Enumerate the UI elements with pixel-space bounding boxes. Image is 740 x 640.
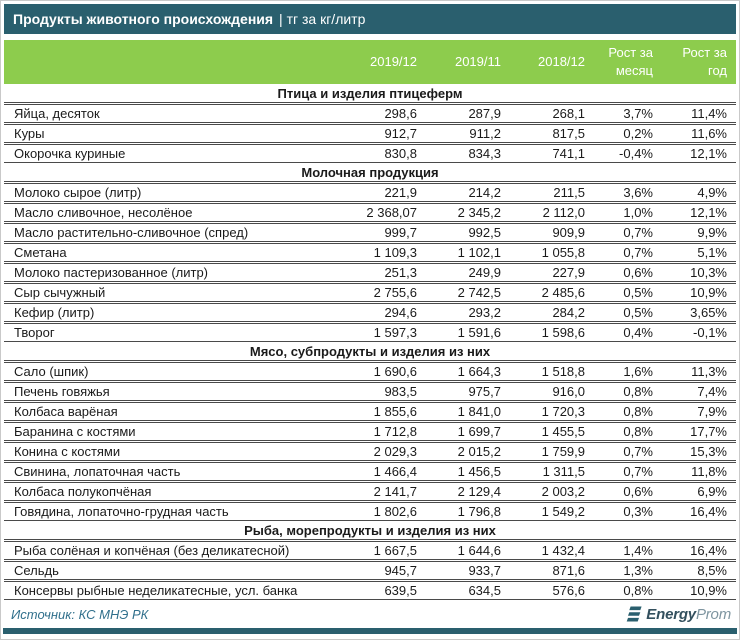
value-cell: 11,3% [662, 362, 736, 381]
value-cell: 830,8 [348, 144, 426, 163]
value-cell: 2 003,2 [510, 482, 594, 501]
value-cell: 2 015,2 [426, 442, 510, 461]
product-name-cell: Печень говяжья [4, 382, 348, 401]
table-row [4, 541, 736, 560]
value-cell: 12,1% [662, 144, 736, 163]
value-cell: 287,9 [426, 104, 510, 123]
value-cell: 916,0 [510, 382, 594, 401]
table-row [4, 482, 736, 501]
value-cell: 0,3% [594, 502, 662, 521]
value-cell: 2 755,6 [348, 283, 426, 302]
value-cell: 2 368,07 [348, 203, 426, 222]
value-cell: 1,4% [594, 541, 662, 560]
energyprom-logo [626, 606, 733, 623]
value-cell: 7,9% [662, 402, 736, 421]
product-name-cell: Баранина с костями [4, 422, 348, 441]
value-cell: 11,8% [662, 462, 736, 481]
table-row [4, 561, 736, 580]
value-cell: 0,2% [594, 124, 662, 143]
value-cell: 1 597,3 [348, 323, 426, 342]
value-cell: 945,7 [348, 561, 426, 580]
column-header-month-growth: Рост за месяц [594, 40, 662, 84]
value-cell: 1 712,8 [348, 422, 426, 441]
price-table [4, 39, 736, 601]
value-cell: 12,1% [662, 203, 736, 222]
value-cell: 211,5 [510, 183, 594, 202]
value-cell: 1 549,2 [510, 502, 594, 521]
column-header-row [4, 40, 736, 84]
product-name-cell: Колбаса варёная [4, 402, 348, 421]
value-cell: 3,7% [594, 104, 662, 123]
value-cell: 1,3% [594, 561, 662, 580]
value-cell: 1 699,7 [426, 422, 510, 441]
title-bar [4, 4, 736, 34]
value-cell: 912,7 [348, 124, 426, 143]
section-header-row [4, 343, 736, 361]
product-name-cell: Творог [4, 323, 348, 342]
source-note: Источник: КС МНЭ РК [11, 606, 149, 622]
value-cell: 5,1% [662, 243, 736, 262]
product-name-cell: Молоко пастеризованное (литр) [4, 263, 348, 282]
value-cell: 10,3% [662, 263, 736, 282]
page-title-unit: | тг за кг/литр [279, 11, 366, 27]
value-cell: 9,9% [662, 223, 736, 242]
value-cell: 1 855,6 [348, 402, 426, 421]
product-name-cell: Молоко сырое (литр) [4, 183, 348, 202]
value-cell: 909,9 [510, 223, 594, 242]
value-cell: 293,2 [426, 303, 510, 322]
table-body [4, 85, 736, 600]
value-cell: 298,6 [348, 104, 426, 123]
product-name-cell: Масло растительно-сливочное (спред) [4, 223, 348, 242]
section-title: Мясо, субпродукты и изделия из них [4, 343, 736, 361]
value-cell: -0,1% [662, 323, 736, 342]
value-cell: 15,3% [662, 442, 736, 461]
table-row [4, 422, 736, 441]
logo-text-energy: Energy [646, 605, 696, 623]
table-row [4, 581, 736, 600]
value-cell: 1 667,5 [348, 541, 426, 560]
product-name-cell: Рыба солёная и копчёная (без деликатесной) [4, 541, 348, 560]
value-cell: 0,5% [594, 303, 662, 322]
value-cell: 1 591,6 [426, 323, 510, 342]
product-name-cell: Сельдь [4, 561, 348, 580]
value-cell: 1 518,8 [510, 362, 594, 381]
value-cell: 1 720,3 [510, 402, 594, 421]
value-cell: 1 432,4 [510, 541, 594, 560]
value-cell: 1,0% [594, 203, 662, 222]
value-cell: 11,4% [662, 104, 736, 123]
value-cell: 2 029,3 [348, 442, 426, 461]
table-row [4, 104, 736, 123]
table-row [4, 502, 736, 521]
table-row [4, 263, 736, 282]
value-cell: 8,5% [662, 561, 736, 580]
table-row [4, 203, 736, 222]
value-cell: 6,9% [662, 482, 736, 501]
section-header-row [4, 85, 736, 103]
product-name-cell: Консервы рыбные неделикатесные, усл. банка [4, 581, 348, 600]
value-cell: 17,7% [662, 422, 736, 441]
value-cell: 0,6% [594, 263, 662, 282]
value-cell: 933,7 [426, 561, 510, 580]
value-cell: 0,7% [594, 223, 662, 242]
value-cell: 2 129,4 [426, 482, 510, 501]
value-cell: 834,3 [426, 144, 510, 163]
value-cell: 0,8% [594, 382, 662, 401]
value-cell: 1 311,5 [510, 462, 594, 481]
value-cell: 2 485,6 [510, 283, 594, 302]
value-cell: 983,5 [348, 382, 426, 401]
table-row [4, 462, 736, 481]
value-cell: 0,4% [594, 323, 662, 342]
column-header-2019-12: 2019/12 [348, 40, 426, 84]
section-title: Птица и изделия птицеферм [4, 85, 736, 103]
table-row [4, 362, 736, 381]
product-name-cell: Сыр сычужный [4, 283, 348, 302]
column-header-year-growth: Рост за год [662, 40, 736, 84]
value-cell: 0,7% [594, 442, 662, 461]
product-name-cell: Кефир (литр) [4, 303, 348, 322]
value-cell: 1 841,0 [426, 402, 510, 421]
value-cell: 1 644,6 [426, 541, 510, 560]
energyprom-icon [626, 606, 642, 623]
value-cell: 3,6% [594, 183, 662, 202]
value-cell: 2 141,7 [348, 482, 426, 501]
value-cell: 251,3 [348, 263, 426, 282]
value-cell: 10,9% [662, 283, 736, 302]
logo-text-prom: Prom [695, 605, 731, 623]
value-cell: 741,1 [510, 144, 594, 163]
value-cell: 1 796,8 [426, 502, 510, 521]
value-cell: -0,4% [594, 144, 662, 163]
value-cell: 4,9% [662, 183, 736, 202]
value-cell: 11,6% [662, 124, 736, 143]
product-name-cell: Окорочка куриные [4, 144, 348, 163]
value-cell: 7,4% [662, 382, 736, 401]
table-row [4, 402, 736, 421]
value-cell: 227,9 [510, 263, 594, 282]
table-row [4, 323, 736, 342]
section-header-row [4, 164, 736, 182]
product-name-cell: Куры [4, 124, 348, 143]
table-row [4, 442, 736, 461]
table-row [4, 283, 736, 302]
value-cell: 214,2 [426, 183, 510, 202]
value-cell: 10,9% [662, 581, 736, 600]
value-cell: 1 102,1 [426, 243, 510, 262]
value-cell: 0,8% [594, 581, 662, 600]
value-cell: 871,6 [510, 561, 594, 580]
value-cell: 999,7 [348, 223, 426, 242]
value-cell: 2 345,2 [426, 203, 510, 222]
bottom-bar [3, 628, 737, 634]
value-cell: 2 742,5 [426, 283, 510, 302]
value-cell: 1 690,6 [348, 362, 426, 381]
value-cell: 1 466,4 [348, 462, 426, 481]
value-cell: 2 112,0 [510, 203, 594, 222]
value-cell: 1 456,5 [426, 462, 510, 481]
value-cell: 0,5% [594, 283, 662, 302]
value-cell: 1 455,5 [510, 422, 594, 441]
value-cell: 1 759,9 [510, 442, 594, 461]
value-cell: 0,7% [594, 462, 662, 481]
value-cell: 249,9 [426, 263, 510, 282]
value-cell: 576,6 [510, 581, 594, 600]
column-header-product [4, 40, 348, 84]
product-name-cell: Масло сливочное, несолёное [4, 203, 348, 222]
section-title: Молочная продукция [4, 164, 736, 182]
product-name-cell: Говядина, лопаточно-грудная часть [4, 502, 348, 521]
value-cell: 1 598,6 [510, 323, 594, 342]
section-title: Рыба, морепродукты и изделия из них [4, 522, 736, 540]
value-cell: 16,4% [662, 541, 736, 560]
value-cell: 221,9 [348, 183, 426, 202]
product-name-cell: Конина с костями [4, 442, 348, 461]
value-cell: 992,5 [426, 223, 510, 242]
value-cell: 0,8% [594, 402, 662, 421]
value-cell: 639,5 [348, 581, 426, 600]
value-cell: 284,2 [510, 303, 594, 322]
value-cell: 16,4% [662, 502, 736, 521]
product-name-cell: Свинина, лопаточная часть [4, 462, 348, 481]
column-header-2019-11: 2019/11 [426, 40, 510, 84]
value-cell: 268,1 [510, 104, 594, 123]
table-row [4, 223, 736, 242]
table-row [4, 243, 736, 262]
page-title: Продукты животного происхождения [13, 11, 274, 27]
value-cell: 0,8% [594, 422, 662, 441]
value-cell: 975,7 [426, 382, 510, 401]
value-cell: 1 109,3 [348, 243, 426, 262]
table-row [4, 183, 736, 202]
product-name-cell: Сметана [4, 243, 348, 262]
footer [7, 602, 733, 626]
product-name-cell: Яйца, десяток [4, 104, 348, 123]
value-cell: 294,6 [348, 303, 426, 322]
value-cell: 634,5 [426, 581, 510, 600]
value-cell: 3,65% [662, 303, 736, 322]
value-cell: 911,2 [426, 124, 510, 143]
table-row [4, 144, 736, 163]
table-row [4, 303, 736, 322]
value-cell: 817,5 [510, 124, 594, 143]
value-cell: 1 802,6 [348, 502, 426, 521]
value-cell: 1,6% [594, 362, 662, 381]
product-name-cell: Сало (шпик) [4, 362, 348, 381]
table-row [4, 382, 736, 401]
product-name-cell: Колбаса полукопчёная [4, 482, 348, 501]
value-cell: 0,7% [594, 243, 662, 262]
value-cell: 0,6% [594, 482, 662, 501]
column-header-2018-12: 2018/12 [510, 40, 594, 84]
value-cell: 1 664,3 [426, 362, 510, 381]
value-cell: 1 055,8 [510, 243, 594, 262]
section-header-row [4, 522, 736, 540]
table-row [4, 124, 736, 143]
